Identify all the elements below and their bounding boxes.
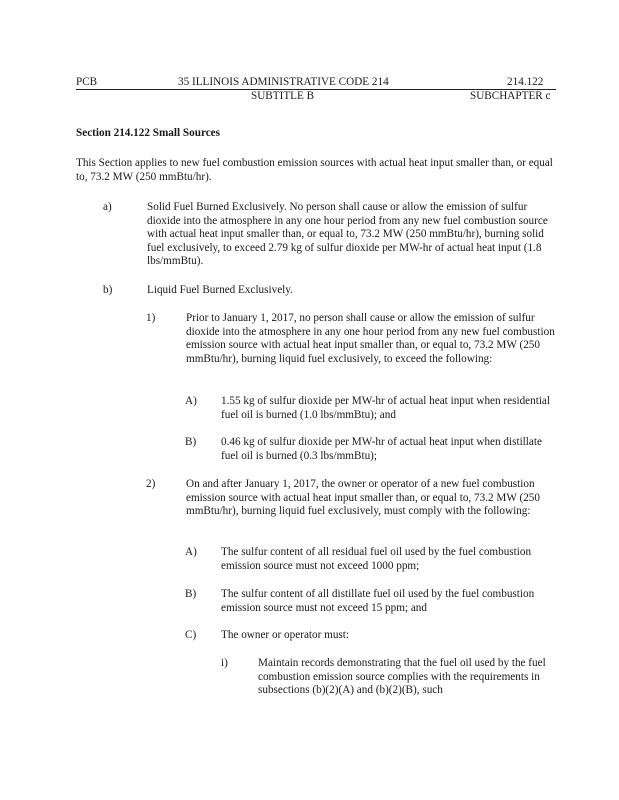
intro-paragraph: This Section applies to new fuel combustion emission sources with actual heat input smaller than, or equal to, 73.2 MW (250 mmBtu/hr). xyxy=(76,157,553,183)
paragraph-b2-label: 2) xyxy=(146,478,156,490)
item-b1A-label: A) xyxy=(185,395,197,407)
subsection-a-text: Solid Fuel Burned Exclusively. No person shall cause or allow the emission of sulfur dioxide into the atmosphere in any one hour period from any new fuel combustion source with actual heat input smaller than, or equal to, 73.2 MW (250 mmBtu/hr), burning solid fuel exclusively, to exceed 2.79 kg of sulfur dioxide per MW-hr of actual heat input (1.8 lbs/mmBtu). xyxy=(147,201,548,268)
item-b2C-label: C) xyxy=(185,629,197,641)
header-code-title: 35 ILLINOIS ADMINISTRATIVE CODE 214 xyxy=(178,76,389,88)
item-b1B-text: 0.46 kg of sulfur dioxide per MW-hr of actual heat input when distillate fuel oil is burned (0.3 lbs/mmBtu); xyxy=(221,436,542,462)
item-b2A-text: The sulfur content of all residual fuel oil used by the fuel combustion emission source must not exceed 1000 ppm; xyxy=(221,546,532,572)
item-b2A-label: A) xyxy=(185,546,197,558)
item-b1B-label: B) xyxy=(185,436,197,448)
section-heading: Section 214.122 Small Sources xyxy=(76,127,220,139)
subsection-a-label: a) xyxy=(103,201,112,213)
item-b2Ci-text: Maintain records demonstrating that the fuel oil used by the fuel combustion emission source complies with the requirements in subsections (b)(2)(A) and (b)(2)(B), such xyxy=(258,657,546,697)
subsection-b-label: b) xyxy=(103,284,113,296)
item-b2B-text: The sulfur content of all distillate fuel oil used by the fuel combustion emission source must not exceed 15 ppm; and xyxy=(221,588,535,614)
item-b2Ci-label: i) xyxy=(221,657,228,669)
header-agency: PCB xyxy=(76,76,98,88)
paragraph-b1-label: 1) xyxy=(146,312,156,324)
paragraph-b1-text: Prior to January 1, 2017, no person shall cause or allow the emission of sulfur dioxide into the atmosphere in any one hour period from any new fuel combustion emission source with actual heat input smaller than, or equal to, 73.2 MW (250 mmBtu/hr), burning liquid fuel exclusively, to exceed the following: xyxy=(186,312,555,365)
item-b2B-label: B) xyxy=(185,588,197,600)
header-subchapter: SUBCHAPTER c xyxy=(470,90,551,102)
header-section-number: 214.122 xyxy=(507,76,544,88)
paragraph-b2-text: On and after January 1, 2017, the owner or operator of a new fuel combustion emission source with actual heat input smaller than, or equal to, 73.2 MW (250 mmBtu/hr), burning liquid fuel exclusively, must comply with the following: xyxy=(186,478,540,518)
subsection-b-text: Liquid Fuel Burned Exclusively. xyxy=(147,284,293,296)
header-subtitle: SUBTITLE B xyxy=(251,90,315,102)
item-b2C-text: The owner or operator must: xyxy=(221,629,349,641)
item-b1A-text: 1.55 kg of sulfur dioxide per MW-hr of actual heat input when residential fuel oil is burned (1.0 lbs/mmBtu); and xyxy=(221,395,551,421)
